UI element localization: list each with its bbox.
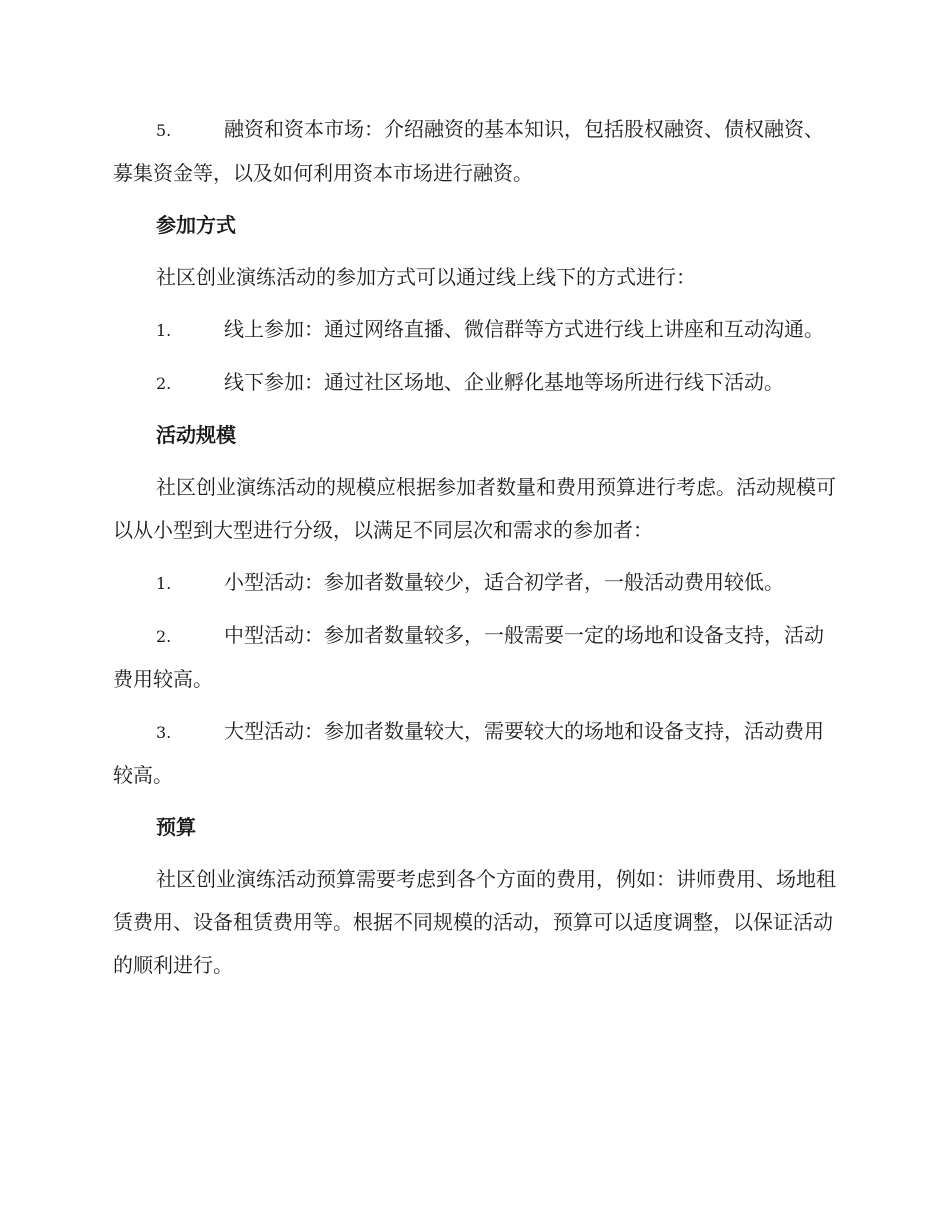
section-heading-budget: 预算 bbox=[156, 815, 196, 839]
list-item-text: 线下参加：通过社区场地、企业孵化基地等场所进行线下活动。 bbox=[224, 370, 784, 394]
list-item-number: 5. bbox=[156, 121, 172, 140]
list-item-number: 2. bbox=[156, 374, 172, 393]
section-heading-scale: 活动规模 bbox=[156, 423, 236, 447]
list-item-text: 融资和资本市场：介绍融资的基本知识，包括股权融资、债权融资、募集资金等，以及如何利用资本市场进行融资。 bbox=[113, 117, 824, 185]
list-item-text: 中型活动：参加者数量较多，一般需要一定的场地和设备支持，活动费用较高。 bbox=[113, 623, 824, 691]
list-item bbox=[113, 308, 837, 352]
section-heading-participation: 参加方式 bbox=[156, 213, 236, 237]
paragraph: 社区创业演练活动的规模应根据参加者数量和费用预算进行考虑。活动规模可以从小型到大型进行分级，以满足不同层次和需求的参加者： bbox=[113, 475, 836, 542]
document-content bbox=[113, 108, 837, 996]
paragraph: 社区创业演练活动的参加方式可以通过线上线下的方式进行： bbox=[156, 265, 696, 289]
list-item-number: 3. bbox=[156, 723, 172, 742]
list-item bbox=[113, 710, 837, 797]
list-item-number: 1. bbox=[156, 321, 172, 340]
list-item bbox=[113, 614, 837, 701]
list-item bbox=[113, 108, 837, 195]
list-item-number: 2. bbox=[156, 627, 172, 646]
list-item-text: 小型活动：参加者数量较少，适合初学者，一般活动费用较低。 bbox=[224, 570, 784, 594]
list-item bbox=[113, 561, 837, 605]
list-item-text: 大型活动：参加者数量较大，需要较大的场地和设备支持，活动费用较高。 bbox=[113, 719, 824, 787]
paragraph: 社区创业演练活动预算需要考虑到各个方面的费用，例如：讲师费用、场地租赁费用、设备租赁费用等。根据不同规模的活动，预算可以适度调整，以保证活动的顺利进行。 bbox=[113, 867, 836, 977]
list-item bbox=[113, 361, 837, 405]
list-item-number: 1. bbox=[156, 574, 172, 593]
list-item-text: 线上参加：通过网络直播、微信群等方式进行线上讲座和互动沟通。 bbox=[224, 317, 824, 341]
